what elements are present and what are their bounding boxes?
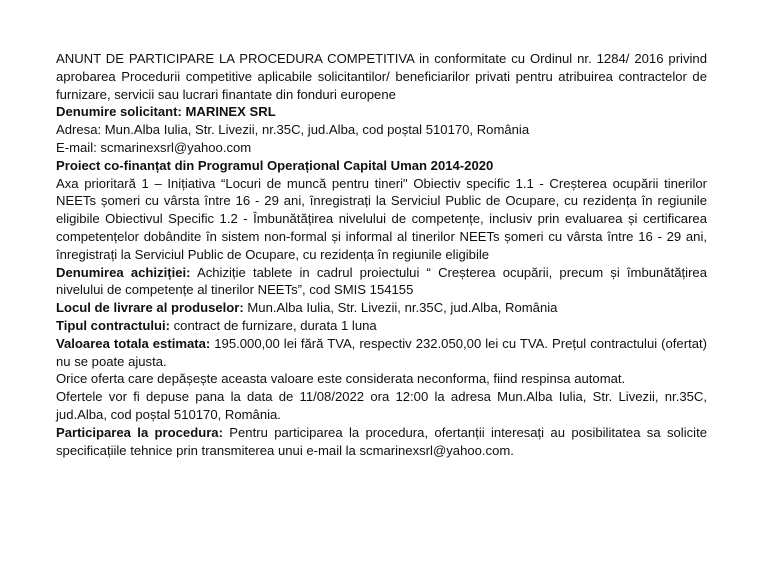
project-heading-text: Proiect co-finanțat din Programul Operațional Capital Uman 2014-2020	[56, 157, 494, 173]
email-line	[56, 139, 707, 157]
applicant-name: MARINEX SRL	[185, 104, 276, 120]
acquisition-paragraph	[56, 264, 707, 300]
delivery-text: Mun.Alba Iulia, Str. Livezii, nr.35C, jud.Alba, România	[247, 300, 558, 316]
value-paragraph	[56, 335, 707, 371]
delivery-label: Locul de livrare al produselor:	[56, 300, 244, 316]
participation-paragraph	[56, 424, 707, 460]
participation-label: Participarea la procedura:	[56, 424, 223, 440]
email-label: E-mail:	[56, 139, 97, 155]
value-text: 195.000,00 lei fără TVA, respectiv 232.050,00 lei cu TVA. Prețul contractului (ofertat) nu se poate ajusta.	[56, 335, 707, 369]
acquisition-label: Denumirea achiziției:	[56, 264, 191, 280]
project-heading	[56, 157, 707, 175]
offer-rejection-line: Orice oferta care depășește aceasta valoare este considerata neconforma, fiind respinsa automat.	[56, 371, 626, 387]
submission-paragraph: Ofertele vor fi depuse pana la data de 11/08/2022 ora 12:00 la adresa Mun.Alba Iulia, Str. Livezii, nr.35C, jud.Alba, cod poștal 510170, România.	[56, 389, 707, 422]
acquisition-text: Achiziție tablete in cadrul proiectului “ Creșterea ocupării, precum și îmbunătățirea nivelului de competențe al tinerilor NEETs”, cod SMIS 154155	[56, 264, 707, 298]
project-description: Axa prioritară 1 – Inițiativa “Locuri de muncă pentru tineri" Obiectiv specific 1.1 - Creșterea ocupării tinerilor NEETs șomeri cu vârsta între 16 - 29 ani, înregistrați la Serviciul Public de Ocupare, cu rezidența în regiunile eligibile Obiectivul Specific 1.2 - Îmbunătățirea nivelului de competențe, inclusiv prin evaluarea și certificarea competențelor dobândite în sistem non-formal și informal al tinerilor NEETs șomeri cu vârsta între 16 - 29 ani, înregistrați la Serviciul Public de Ocupare, cu rezidența în regiunile eligibile	[56, 175, 707, 262]
value-label: Valoarea totala estimata:	[56, 335, 211, 351]
applicant-line	[56, 103, 707, 121]
applicant-label: Denumire solicitant:	[56, 104, 182, 120]
participation-text: Pentru participarea la procedura, ofertanții interesați au posibilitatea sa solicite specificațiile tehnice prin transmiterea unui e-mail la scmarinexsrl@yahoo.com.	[56, 424, 707, 458]
intro-paragraph: ANUNT DE PARTICIPARE LA PROCEDURA COMPETITIVA in conformitate cu Ordinul nr. 1284/ 2016 privind aprobarea Procedurii competitive aplicabile solicitantilor/ beneficiarilor privati pentru atribuirea contractelor de furnizare, servicii sau lucrari finantate din fonduri europene	[56, 51, 707, 102]
contract-type-line	[56, 317, 707, 335]
contract-type-text: contract de furnizare, durata 1 luna	[173, 317, 377, 333]
delivery-line	[56, 299, 707, 317]
address-line: Adresa: Mun.Alba Iulia, Str. Livezii, nr.35C, jud.Alba, cod poștal 510170, România	[56, 122, 530, 138]
announcement-document	[56, 50, 707, 459]
contract-type-label: Tipul contractului:	[56, 317, 170, 333]
email-address: scmarinexsrl@yahoo.com	[100, 139, 252, 155]
